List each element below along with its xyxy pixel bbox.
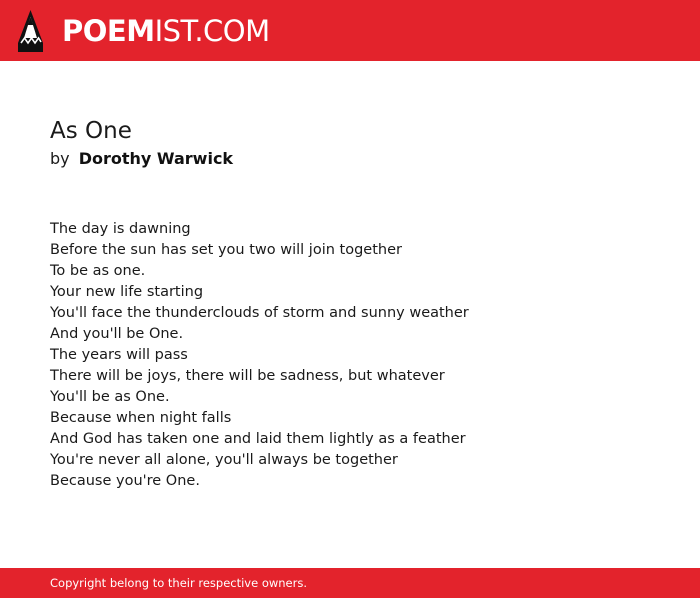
copyright-notice: Copyright belong to their respective owners. (50, 576, 308, 590)
poem-line: You'll face the thunderclouds of storm and sunny weather (50, 305, 469, 321)
site-logo-link[interactable] (18, 10, 270, 52)
poem-line: And God has taken one and laid them lightly as a feather (50, 431, 466, 447)
poem-body (50, 219, 670, 492)
author-link[interactable]: Dorothy Warwick (78, 149, 234, 168)
poem-line: Because you're One. (50, 473, 200, 489)
poem-title: As One (50, 118, 132, 144)
logo-text-light: IST.COM (154, 14, 270, 48)
site-header (0, 0, 700, 61)
poem-line: You're never all alone, you'll always be together (50, 452, 398, 468)
byline-prefix: by (50, 149, 70, 168)
poem-line: Because when night falls (50, 410, 232, 426)
poem-line: You'll be as One. (50, 389, 170, 405)
poem-line: The years will pass (50, 347, 188, 363)
site-logo-text (62, 10, 270, 52)
logo-text-bold: POEM (62, 14, 155, 48)
pencil-tip-icon (18, 10, 43, 52)
poem-line: Before the sun has set you two will join together (50, 242, 402, 258)
poem-byline (50, 148, 233, 170)
poem-line: Your new life starting (50, 284, 204, 300)
poem-line: The day is dawning (50, 221, 191, 237)
poem-line: And you'll be One. (50, 326, 184, 342)
poem-line: To be as one. (50, 263, 146, 279)
poem-line: There will be joys, there will be sadness, but whatever (50, 368, 445, 384)
site-footer (0, 568, 700, 598)
